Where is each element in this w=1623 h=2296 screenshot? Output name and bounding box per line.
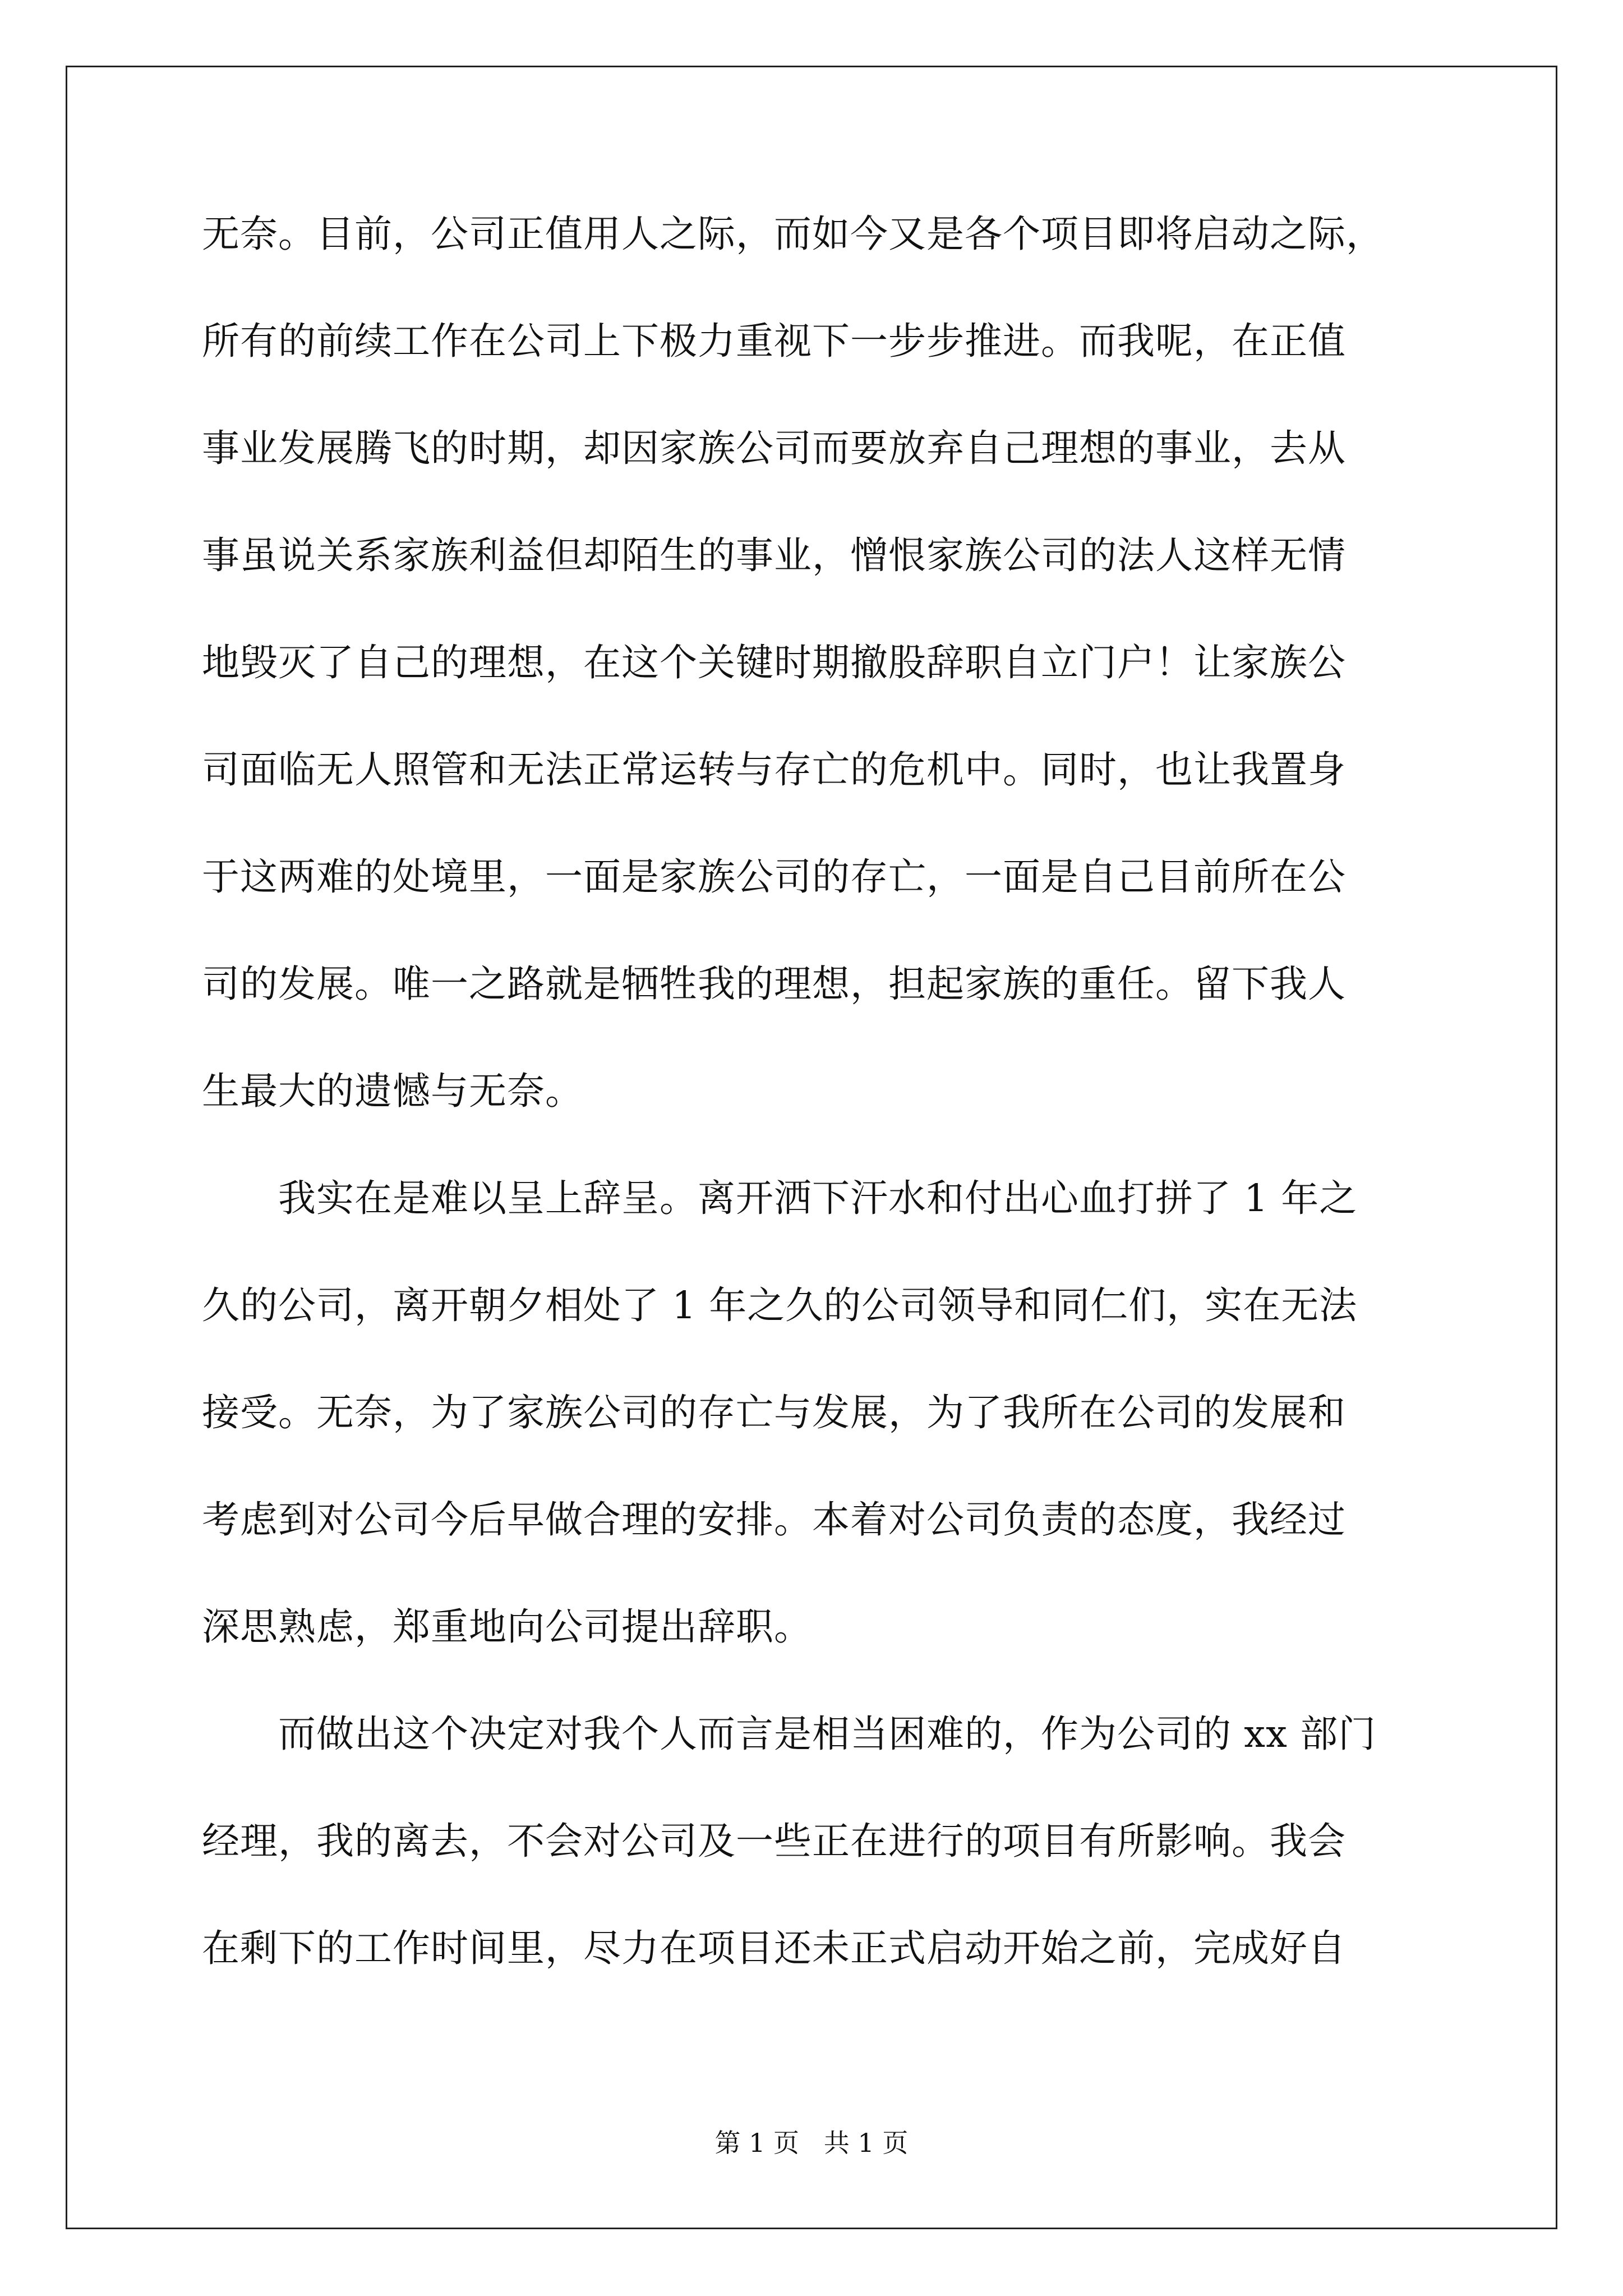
text-line: 于这两难的处境里，一面是家族公司的存亡，一面是自己目前所在公 bbox=[202, 855, 1346, 899]
text-line: 生最大的遗憾与无奈。 bbox=[202, 1069, 583, 1113]
text-line: 司面临无人照管和无法正常运转与存亡的危机中。同时，也让我置身 bbox=[202, 748, 1346, 792]
text-line: 在剩下的工作时间里，尽力在项目还未正式启动开始之前，完成好自 bbox=[202, 1926, 1346, 1970]
page-number-footer: 第 1 页 共 1 页 bbox=[714, 2128, 909, 2158]
text-line: 事业发展腾飞的时期，却因家族公司而要放弃自己理想的事业，去从 bbox=[202, 426, 1346, 470]
text-line: 经理，我的离去，不会对公司及一些正在进行的项目有所影响。我会 bbox=[202, 1819, 1346, 1863]
text-line: 深思熟虑，郑重地向公司提出辞职。 bbox=[202, 1605, 812, 1649]
text-line: 久的公司，离开朝夕相处了 1 年之久的公司领导和同仁们，实在无法 bbox=[202, 1283, 1358, 1327]
text-line: 无奈。目前，公司正值用人之际，而如今又是各个项目即将启动之际， bbox=[202, 212, 1384, 256]
text-line: 司的发展。唯一之路就是牺牲我的理想，担起家族的重任。留下我人 bbox=[202, 962, 1346, 1006]
text-line: 接受。无奈，为了家族公司的存亡与发展，为了我所在公司的发展和 bbox=[202, 1391, 1346, 1434]
text-line: 而做出这个决定对我个人而言是相当困难的，作为公司的 xx 部门 bbox=[202, 1712, 1377, 1756]
text-line: 考虑到对公司今后早做合理的安排。本着对公司负责的态度，我经过 bbox=[202, 1498, 1346, 1542]
text-line: 事虽说关系家族利益但却陌生的事业，憎恨家族公司的法人这样无情 bbox=[202, 533, 1346, 577]
text-line: 我实在是难以呈上辞呈。离开洒下汗水和付出心血打拼了 1 年之 bbox=[202, 1176, 1358, 1220]
text-line: 地毁灭了自己的理想，在这个关键时期撤股辞职自立门户！让家族公 bbox=[202, 641, 1346, 684]
page-border bbox=[66, 66, 1557, 2229]
text-line: 所有的前续工作在公司上下极力重视下一步步推进。而我呢，在正值 bbox=[202, 319, 1346, 363]
